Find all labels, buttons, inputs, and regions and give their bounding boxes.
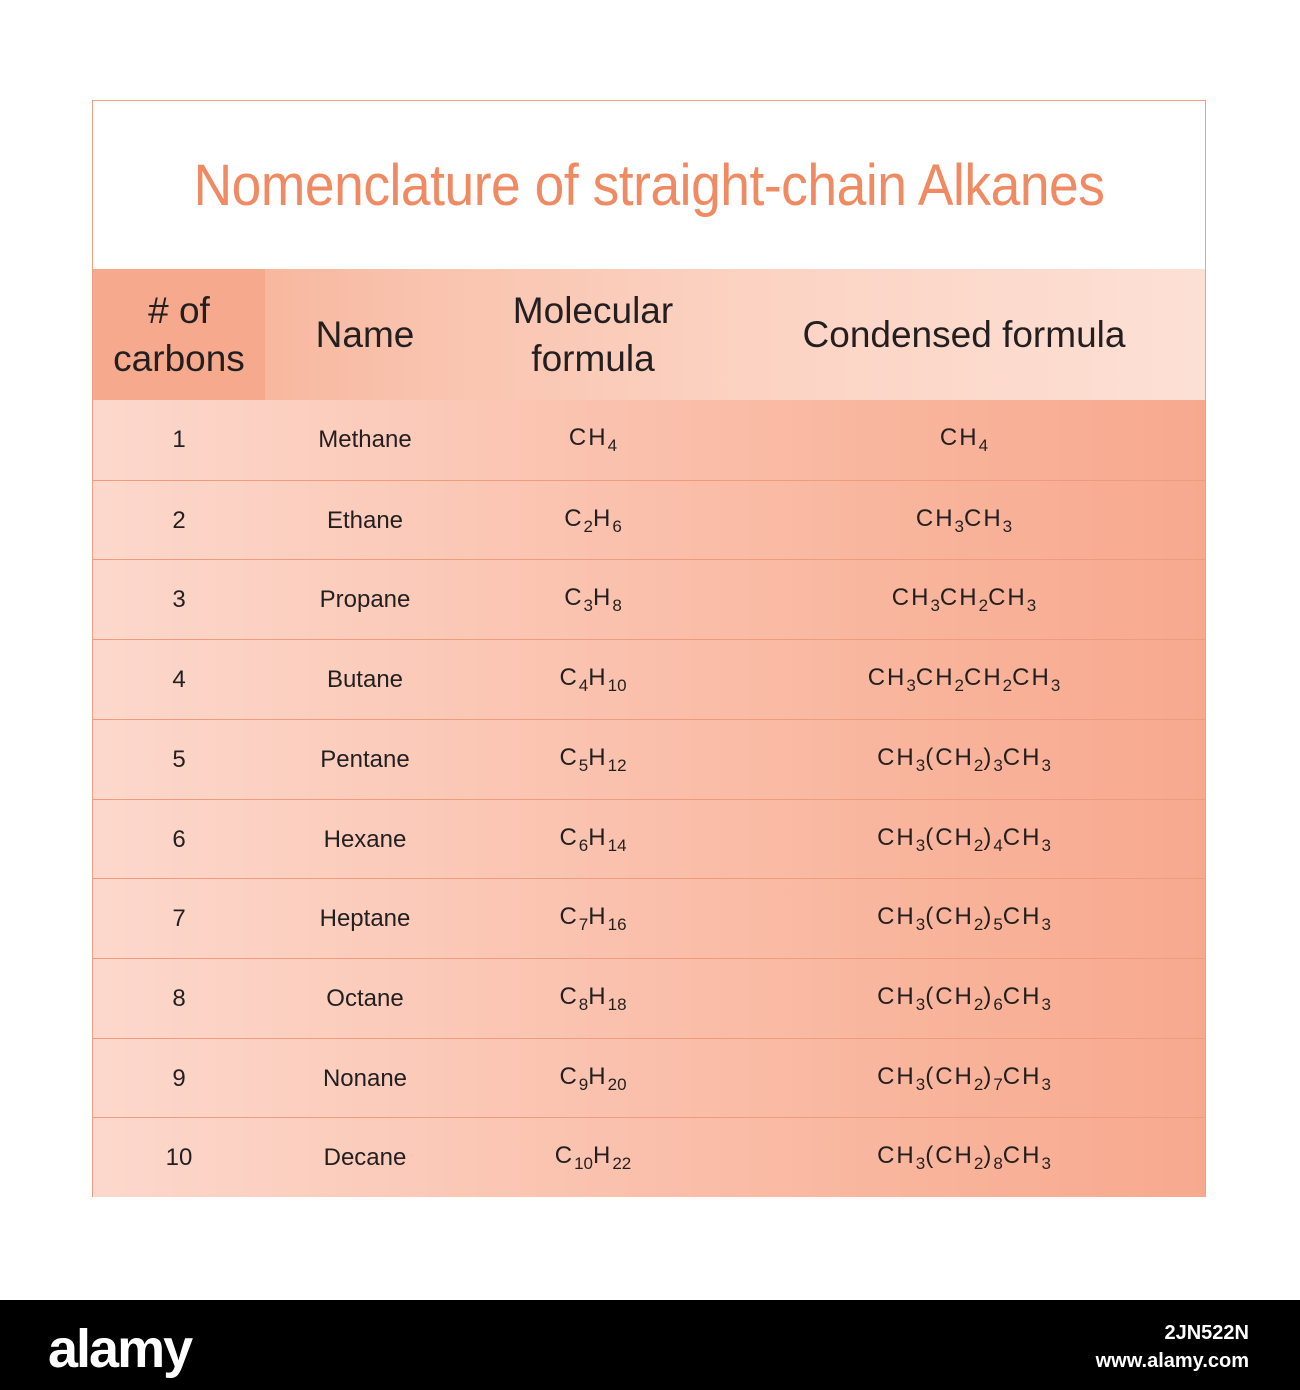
name-cell xyxy=(265,879,465,959)
formula-text: CH xyxy=(877,823,916,851)
alkane-name: Hexane xyxy=(323,825,407,853)
carbons-cell xyxy=(93,879,265,959)
formula-text: CH xyxy=(891,584,931,612)
alkane-name: Nonane xyxy=(322,1064,408,1092)
table-header xyxy=(93,269,1205,400)
molecular-formula xyxy=(555,1142,632,1174)
alamy-logo: alamy xyxy=(48,1319,192,1379)
molecular-cell xyxy=(465,879,721,959)
formula-subscript: 3 xyxy=(915,994,926,1014)
formula-subscript: 3 xyxy=(1002,516,1013,536)
formula-subscript: 22 xyxy=(612,1154,632,1174)
header-condensed xyxy=(721,269,1207,400)
molecular-formula xyxy=(559,824,626,856)
formula-subscript: 14 xyxy=(607,835,627,855)
formula-text: CH xyxy=(939,424,979,451)
carbons-cell xyxy=(93,720,265,800)
formula-subscript: 3 xyxy=(993,755,1003,775)
alkane-name: Ethane xyxy=(326,506,404,534)
formula-subscript: 3 xyxy=(1041,755,1051,775)
table-row xyxy=(93,480,1205,560)
formula-subscript: 3 xyxy=(915,915,926,935)
formula-text: CH xyxy=(1002,823,1042,851)
formula-text: CH xyxy=(1002,743,1042,771)
formula-subscript: 2 xyxy=(1002,676,1013,696)
formula-subscript: 8 xyxy=(578,994,589,1014)
alkane-name: Decane xyxy=(323,1144,407,1172)
formula-subscript: 10 xyxy=(574,1154,593,1174)
carbons-cell xyxy=(93,640,265,720)
formula-subscript: 2 xyxy=(954,676,964,696)
formula-subscript: 9 xyxy=(578,1074,589,1094)
header-molecular-line1: Molecular xyxy=(512,289,674,331)
header-carbons-line1: # of xyxy=(148,289,210,331)
molecular-formula xyxy=(559,983,626,1015)
formula-text: (CH xyxy=(925,1142,974,1170)
header-molecular-line2: formula xyxy=(531,337,655,379)
name-cell xyxy=(265,720,465,800)
formula-subscript: 3 xyxy=(1041,994,1051,1014)
condensed-cell xyxy=(721,800,1207,880)
formula-subscript: 2 xyxy=(973,835,984,855)
molecular-cell xyxy=(465,1039,721,1119)
formula-subscript: 3 xyxy=(930,596,940,616)
condensed-cell xyxy=(721,400,1207,480)
formula-text: H xyxy=(593,584,613,612)
formula-subscript: 4 xyxy=(978,436,989,455)
formula-subscript: 3 xyxy=(1041,1154,1051,1174)
formula-text: (CH xyxy=(925,903,974,931)
formula-text: CH xyxy=(877,982,916,1010)
formula-text: C xyxy=(559,823,579,851)
carbons-value: 8 xyxy=(172,984,186,1012)
table-row xyxy=(93,799,1205,879)
name-cell xyxy=(265,481,465,561)
formula-subscript: 20 xyxy=(607,1074,627,1094)
alkane-name: Methane xyxy=(318,426,412,453)
formula-subscript: 16 xyxy=(607,915,627,935)
table-row xyxy=(93,1117,1205,1197)
condensed-formula xyxy=(877,1142,1051,1174)
formula-text: C xyxy=(564,504,584,532)
condensed-cell xyxy=(721,1039,1207,1119)
carbons-value: 10 xyxy=(165,1144,193,1172)
formula-text: ) xyxy=(983,823,994,851)
condensed-formula xyxy=(877,903,1051,935)
carbons-cell xyxy=(93,1039,265,1119)
header-condensed-label: Condensed formula xyxy=(802,313,1126,355)
molecular-formula xyxy=(559,903,626,935)
table-row xyxy=(93,1038,1205,1118)
image-id: 2JN522N xyxy=(1164,1322,1249,1344)
formula-subscript: 4 xyxy=(607,436,618,455)
formula-text: CH xyxy=(915,664,955,692)
formula-text: H xyxy=(593,1142,613,1170)
table-card xyxy=(92,100,1206,1197)
molecular-cell xyxy=(465,1118,721,1198)
site-url: www.alamy.com xyxy=(1095,1350,1249,1372)
table-row xyxy=(93,400,1205,480)
header-name xyxy=(265,269,465,400)
formula-text: (CH xyxy=(925,743,974,771)
formula-text: ) xyxy=(983,743,994,771)
name-cell xyxy=(265,400,465,480)
molecular-cell xyxy=(465,400,721,480)
condensed-formula xyxy=(892,584,1036,616)
carbons-value: 6 xyxy=(172,825,186,853)
formula-text: CH xyxy=(1002,903,1042,931)
formula-subscript: 2 xyxy=(973,994,984,1014)
molecular-cell xyxy=(465,640,721,720)
formula-subscript: 5 xyxy=(993,915,1003,935)
molecular-cell xyxy=(465,560,721,640)
formula-subscript: 3 xyxy=(915,1154,926,1174)
formula-text: CH xyxy=(988,584,1027,612)
molecular-cell xyxy=(465,800,721,880)
formula-text: CH xyxy=(1002,1062,1042,1090)
condensed-cell xyxy=(721,959,1207,1039)
table-row xyxy=(93,958,1205,1038)
formula-text: H xyxy=(588,823,608,851)
formula-subscript: 3 xyxy=(583,596,593,616)
formula-text: (CH xyxy=(925,1062,974,1090)
formula-text: C xyxy=(559,1062,579,1090)
table-row xyxy=(93,719,1205,799)
molecular-formula xyxy=(559,1063,626,1095)
carbons-cell xyxy=(93,800,265,880)
formula-subscript: 4 xyxy=(993,835,1003,855)
formula-subscript: 2 xyxy=(583,516,593,536)
formula-text: CH xyxy=(877,1062,916,1090)
condensed-formula xyxy=(868,664,1061,696)
formula-text: CH xyxy=(877,903,916,931)
table-row xyxy=(93,639,1205,719)
molecular-formula xyxy=(559,664,626,696)
formula-text: ) xyxy=(983,982,994,1010)
condensed-cell xyxy=(721,1118,1207,1198)
formula-text: CH xyxy=(964,504,1003,532)
formula-subscript: 2 xyxy=(973,915,984,935)
table-row xyxy=(93,559,1205,639)
name-cell xyxy=(265,640,465,720)
condensed-formula xyxy=(916,505,1012,537)
formula-subscript: 3 xyxy=(915,1074,926,1094)
formula-text: CH xyxy=(877,743,916,771)
condensed-formula xyxy=(877,1063,1051,1095)
formula-subscript: 3 xyxy=(1041,1074,1051,1094)
formula-text: CH xyxy=(1002,982,1042,1010)
molecular-formula xyxy=(559,744,626,776)
carbons-value: 7 xyxy=(172,905,186,933)
condensed-cell xyxy=(721,481,1207,561)
name-cell xyxy=(265,1039,465,1119)
formula-text: H xyxy=(588,1062,608,1090)
title-area xyxy=(93,101,1205,269)
formula-text: CH xyxy=(877,1142,916,1170)
alkane-name: Octane xyxy=(326,984,404,1012)
header-carbons xyxy=(93,269,265,400)
formula-subscript: 6 xyxy=(993,994,1003,1014)
formula-subscript: 7 xyxy=(993,1074,1003,1094)
formula-subscript: 3 xyxy=(906,676,916,696)
alkane-name: Pentane xyxy=(320,745,410,773)
formula-text: CH xyxy=(939,584,979,612)
alkane-name: Propane xyxy=(319,586,411,614)
formula-text: CH xyxy=(1002,1142,1042,1170)
formula-text: H xyxy=(588,982,608,1010)
formula-subscript: 2 xyxy=(973,1154,984,1174)
condensed-cell xyxy=(721,879,1207,959)
condensed-cell xyxy=(721,720,1207,800)
header-name-label: Name xyxy=(315,313,415,355)
formula-subscript: 8 xyxy=(993,1154,1003,1174)
formula-subscript: 6 xyxy=(578,835,589,855)
formula-text: ) xyxy=(983,903,994,931)
carbons-value: 4 xyxy=(172,666,186,694)
formula-text: C xyxy=(564,584,584,612)
formula-text: CH xyxy=(915,504,955,532)
page-title: Nomenclature of straight-chain Alkanes xyxy=(193,152,1105,218)
condensed-formula xyxy=(877,824,1051,856)
formula-text: C xyxy=(559,903,579,931)
molecular-cell xyxy=(465,481,721,561)
formula-subscript: 5 xyxy=(578,755,589,775)
formula-subscript: 10 xyxy=(607,676,627,696)
formula-text: C xyxy=(554,1142,575,1170)
carbons-value: 5 xyxy=(172,745,186,773)
formula-text: (CH xyxy=(925,823,974,851)
formula-text: CH xyxy=(568,424,608,451)
formula-text: H xyxy=(588,664,608,692)
formula-subscript: 18 xyxy=(607,994,627,1014)
formula-text: CH xyxy=(1012,664,1051,692)
formula-subscript: 8 xyxy=(612,596,622,616)
formula-subscript: 3 xyxy=(1050,676,1061,696)
formula-text: C xyxy=(559,743,579,771)
molecular-formula xyxy=(564,505,622,537)
carbons-value: 3 xyxy=(172,586,186,614)
formula-text: ) xyxy=(983,1062,994,1090)
formula-subscript: 3 xyxy=(915,835,926,855)
carbons-cell xyxy=(93,400,265,480)
carbons-value: 1 xyxy=(172,426,186,453)
formula-subscript: 2 xyxy=(973,755,984,775)
formula-subscript: 3 xyxy=(1041,835,1051,855)
formula-subscript: 3 xyxy=(1026,596,1037,616)
formula-text: (CH xyxy=(925,982,974,1010)
name-cell xyxy=(265,959,465,1039)
molecular-cell xyxy=(465,959,721,1039)
formula-text: H xyxy=(588,743,608,771)
molecular-formula xyxy=(569,424,617,456)
condensed-cell xyxy=(721,640,1207,720)
formula-text: CH xyxy=(867,664,907,692)
header-carbons-line2: carbons xyxy=(113,337,245,379)
watermark-footer xyxy=(0,1300,1300,1390)
alkane-name: Butane xyxy=(326,666,404,694)
formula-text: CH xyxy=(964,664,1003,692)
molecular-cell xyxy=(465,720,721,800)
name-cell xyxy=(265,800,465,880)
table-row xyxy=(93,878,1205,958)
name-cell xyxy=(265,1118,465,1198)
formula-text: C xyxy=(559,664,579,692)
formula-subscript: 4 xyxy=(578,676,589,696)
alkane-name: Heptane xyxy=(319,905,411,933)
carbons-cell xyxy=(93,560,265,640)
condensed-cell xyxy=(721,560,1207,640)
formula-subscript: 2 xyxy=(973,1074,984,1094)
carbons-value: 9 xyxy=(172,1064,186,1092)
formula-text: C xyxy=(559,982,579,1010)
formula-subscript: 3 xyxy=(1041,915,1051,935)
carbons-cell xyxy=(93,959,265,1039)
condensed-formula xyxy=(940,424,988,456)
formula-subscript: 12 xyxy=(607,755,627,775)
formula-subscript: 2 xyxy=(978,596,989,616)
formula-text: H xyxy=(588,903,608,931)
condensed-formula xyxy=(877,744,1051,776)
condensed-formula xyxy=(877,983,1051,1015)
molecular-formula xyxy=(564,584,622,616)
carbons-cell xyxy=(93,481,265,561)
carbons-cell xyxy=(93,1118,265,1198)
formula-text: H xyxy=(593,504,613,532)
formula-subscript: 7 xyxy=(578,915,589,935)
table-body xyxy=(93,400,1205,1197)
formula-subscript: 3 xyxy=(915,755,926,775)
carbons-value: 2 xyxy=(172,506,186,534)
formula-subscript: 3 xyxy=(954,516,964,536)
formula-subscript: 6 xyxy=(612,516,622,536)
formula-text: ) xyxy=(983,1142,994,1170)
name-cell xyxy=(265,560,465,640)
header-molecular xyxy=(465,269,721,400)
